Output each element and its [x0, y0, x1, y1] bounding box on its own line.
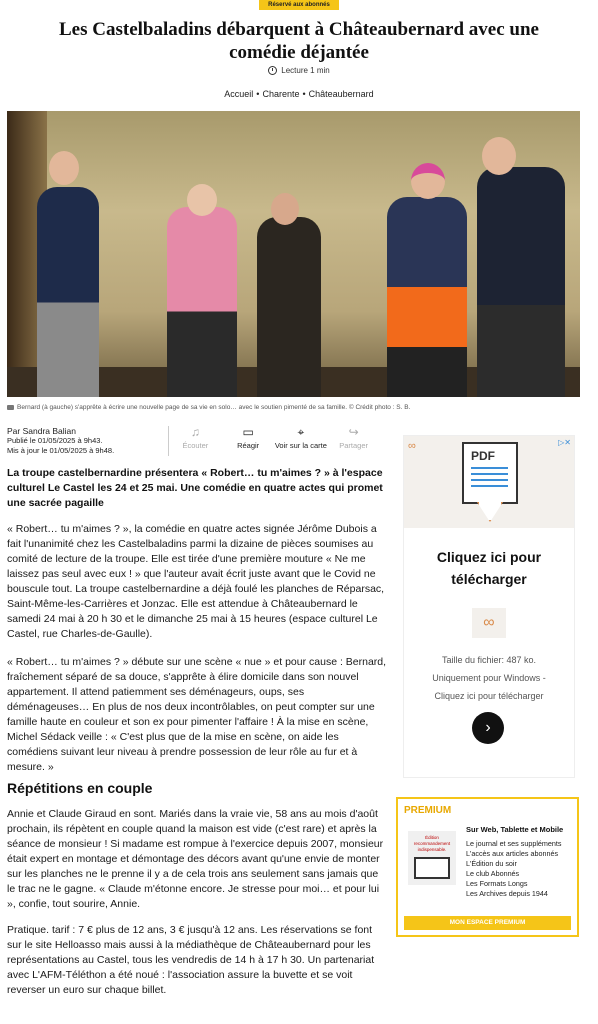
read-time-label: Lecture 1 min — [281, 66, 330, 75]
article-actions — [168, 426, 380, 456]
article-lead: La troupe castelbernardine présentera « Robert… tu m'aimes ? » à l'espace culturel Le Castel les 24 et 25 mai. Une comédie en quatre actes qui promet une sacrée pagaille — [7, 467, 383, 509]
list-item: Le club Abonnés — [466, 869, 520, 878]
react-button[interactable] — [222, 426, 275, 456]
premium-box — [396, 797, 579, 937]
listen-label: Écouter — [182, 441, 209, 450]
breadcrumb-home[interactable]: Accueil — [224, 89, 254, 99]
author[interactable]: Par Sandra Balian — [7, 426, 76, 436]
photo-caption-text: Bernard (à gauche) s'apprête à écrire une nouvelle page de sa vie en solo… avec le soutien pimenté de sa famille. © Crédit photo : S. B. — [17, 404, 411, 411]
map-pin-icon: ⌖ — [297, 425, 305, 439]
actor-pink-head — [187, 184, 217, 216]
ad-infinity-icon: ∞ — [472, 608, 506, 638]
breadcrumb-chateaubernard[interactable]: Châteaubernard — [308, 89, 374, 99]
breadcrumb-separator: • — [256, 89, 260, 99]
actor-dark-dress — [257, 217, 321, 397]
camera-icon — [7, 405, 14, 410]
download-arrow-icon — [477, 502, 503, 522]
share-icon: ↪ — [348, 425, 359, 439]
paragraph-1: « Robert… tu m'aimes ? », la comédie en quatre actes signée Jérôme Dubois a fait l'unanimité chez les Castelbaladins parmi la dizaine de pièces soumises au comité de lecture de la troupe. Elle est tirée d'une première mouture « Ne me laissez pas seul avec eux ! » que l'auteur avait écrit juste avant que le Covid ne bouscule tout. La troupe castelbernardine a déjà foulé les planches de Réparsac, Saint-Même-les-Carrières et Jonzac. Elle est attendue à Châteaubernard le samedi 24 mai à 20 h 30 et le dimanche 25 mai à 15 heures (espace culturel Le Castel, rue Charles-de-Gaulle). — [7, 523, 385, 640]
headphones-icon: ♫ — [190, 425, 200, 439]
actor-dark-head — [271, 193, 299, 225]
breadcrumb-separator: • — [302, 89, 306, 99]
pdf-download-ad[interactable] — [403, 435, 575, 778]
list-item: Le journal et ses suppléments — [466, 839, 562, 848]
actor-colorful-hat — [411, 163, 445, 199]
subscriber-badge: Réservé aux abonnés — [259, 0, 339, 10]
breadcrumb — [0, 89, 598, 99]
paragraph-2: « Robert… tu m'aimes ? » débute sur une scène « nue » et pour cause : Bernard, fraîchement séparé de sa douce, s'apprête à élire domicile dans son nouvel appartement. Il attend patiemment ses déménageurs, oups, ses déménageuses… En plus de nos deux incontrôlables, on peut compter sur une famille haute en couleur et son ex pour pimenter l'affaire ! À la mise en scène, Michel Sédack veille : « C'est plus que de la mise en scène, on aide les comédiens suivant leur niveau à prendre possession de leur rôle au fur et à mesure. » — [7, 656, 387, 773]
list-item: Les Archives depuis 1944 — [466, 889, 548, 898]
premium-label: PREMIUM — [404, 805, 452, 816]
list-item: L'Édition du soir — [466, 859, 517, 868]
actor-right-head — [482, 137, 516, 175]
share-label: Partager — [339, 441, 369, 450]
clock-icon — [268, 66, 277, 75]
subheading: Répétitions en couple — [7, 780, 153, 796]
ad-logo-icon: ∞ — [408, 440, 416, 452]
article-title: Les Castelbaladins débarquent à Châteaubernard avec une comédie déjantée — [59, 19, 539, 63]
premium-image — [408, 831, 456, 885]
byline — [7, 426, 114, 456]
comment-icon: ▭ — [242, 425, 254, 439]
ad-click-download: Cliquez ici pour télécharger — [434, 691, 544, 701]
updated-date: Mis à jour le 01/05/2025 à 9h48. — [7, 446, 115, 455]
published-date: Publié le 01/05/2025 à 9h43. — [7, 436, 103, 445]
actor-left-head — [49, 151, 79, 185]
share-button[interactable] — [327, 426, 380, 456]
list-item: L'accès aux articles abonnés — [466, 849, 559, 858]
ad-cta[interactable]: Cliquez ici pour télécharger — [436, 549, 542, 587]
ad-windows-only: Uniquement pour Windows - — [432, 673, 546, 683]
list-item: Les Formats Longs — [466, 879, 528, 888]
tablet-icon — [414, 857, 450, 879]
pdf-label: PDF — [471, 449, 495, 463]
ad-banner-image — [404, 436, 574, 528]
map-label: Voir sur la carte — [274, 441, 327, 450]
actor-orange-skirt — [387, 197, 467, 397]
pdf-document-icon — [462, 442, 518, 504]
photo-caption — [7, 404, 580, 411]
ad-next-button[interactable]: › — [472, 712, 504, 744]
actor-pink-jacket — [167, 207, 237, 397]
premium-heading: Sur Web, Tablette et Mobile — [466, 825, 564, 834]
premium-space-button[interactable]: MON ESPACE PREMIUM — [404, 916, 571, 930]
listen-button[interactable] — [169, 426, 222, 456]
actor-left — [37, 187, 99, 397]
map-button[interactable] — [275, 426, 328, 456]
ad-file-size: Taille du fichier: 487 ko. — [441, 655, 537, 665]
ad-info — [404, 651, 574, 705]
read-time — [0, 66, 598, 75]
react-label: Réagir — [237, 441, 260, 450]
premium-benefits — [466, 839, 562, 899]
paragraph-3: Annie et Claude Giraud en sont. Mariés dans la vraie vie, 58 ans au mois d'août prochain, ils répètent en couple quand la maison est vide (c'est rare) et après la séance de monsieur ! Si madame est rompue à l'exercice depuis 2007, monsieur était expert en montage et démontage des décors avant qu'une envie de monter sur les planches ne le prenne il y a de cela trois ans seulement sans jamais que le trac ne le gagne. « Claude m'étonne encore. Je stresse pour moi… et pour lui », confie, tout sourire, Annie. — [7, 808, 384, 910]
ad-choices-icon[interactable]: ▷✕ — [558, 438, 571, 447]
breadcrumb-charente[interactable]: Charente — [262, 89, 300, 99]
actor-right — [477, 167, 565, 397]
paragraph-4: Pratique. tarif : 7 € plus de 12 ans, 3 € jusqu'à 12 ans. Les réservations se font sur le site Helloasso mais aussi à la médiathèque de Châteaubernard pour les représentations au Castel, tous les vendredis de 14 h à 17 h 30. Un partenariat avec L'AFM-Téléthon a été noué : l'association assure la buvette et se voit reverser un euro sur chaque billet. — [7, 924, 375, 996]
premium-image-text: Édition recommandement indispensable. — [413, 835, 451, 852]
article-photo — [7, 111, 580, 397]
